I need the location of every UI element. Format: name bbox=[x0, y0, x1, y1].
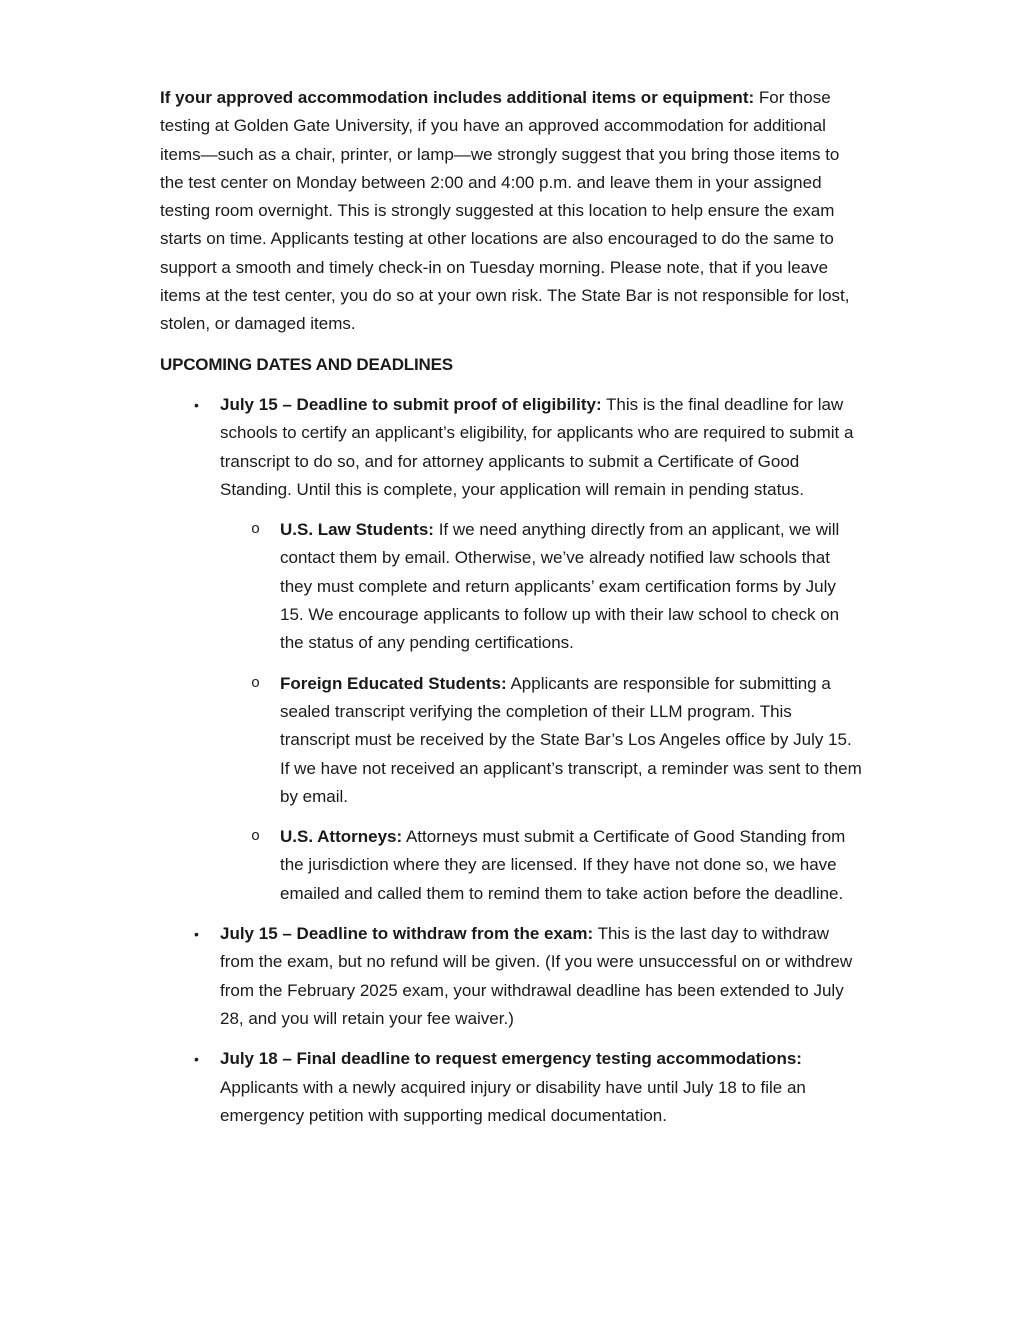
sub-bullet-icon: o bbox=[251, 521, 261, 539]
sub-item-foreign-educated bbox=[220, 670, 862, 811]
accommodation-lead: If your approved accommodation includes additional items or equipment: bbox=[160, 88, 755, 107]
deadline-lead: July 15 – Deadline to withdraw from the exam: bbox=[220, 924, 594, 944]
sub-item-us-attorneys bbox=[220, 823, 862, 908]
deadline-item-withdraw bbox=[160, 920, 862, 1033]
document-page bbox=[160, 84, 862, 1142]
sub-item-lead: U.S. Attorneys: bbox=[280, 827, 403, 847]
sub-bullet-icon: o bbox=[251, 674, 261, 692]
bullet-icon: • bbox=[194, 926, 199, 943]
bullet-icon: • bbox=[194, 396, 199, 413]
deadline-item-eligibility bbox=[160, 391, 862, 908]
section-heading: UPCOMING DATES AND DEADLINES bbox=[160, 354, 453, 374]
deadline-lead: July 15 – Deadline to submit proof of eligibility: bbox=[220, 394, 602, 414]
eligibility-sublist bbox=[220, 516, 862, 908]
sub-bullet-icon: o bbox=[251, 828, 261, 846]
deadline-body: This is the final deadline for law schools to certify an applicant’s eligibility, for applicants who are required to submit a transcript to do so, and for attorney applicants to submit a Certificate of Good Standing. Until this is complete, your application will remain in pending status. bbox=[220, 394, 854, 499]
sub-item-body: Attorneys must submit a Certificate of Good Standing from the jurisdiction where they are licensed. If they have not done so, we have emailed and called them to remind them to take action before the deadline. bbox=[280, 827, 846, 903]
accommodation-body: For those testing at Golden Gate University, if you have an approved accommodation for additional items—such as a chair, printer, or lamp—we strongly suggest that you bring those items to the test center on Monday between 2:00 and 4:00 p.m. and leave them in your assigned testing room overnight. This is strongly suggested at this location to help ensure the exam starts on time. Applicants testing at other locations are also encouraged to do the same to support a smooth and timely check-in on Tuesday morning. Please note, that if you leave items at the test center, you do so at your own risk. The State Bar is not responsible for lost, stolen, or damaged items. bbox=[160, 88, 850, 334]
accommodation-paragraph bbox=[160, 84, 862, 339]
deadline-lead: July 18 – Final deadline to request emergency testing accommodations: bbox=[220, 1049, 802, 1069]
deadlines-list bbox=[160, 391, 862, 1130]
deadline-body: This is the last day to withdraw from the exam, but no refund will be given. (If you were unsuccessful on or withdrew from the February 2025 exam, your withdrawal deadline has been extended to July 28, and you will retain your fee waiver.) bbox=[220, 924, 853, 1028]
sub-item-us-law-students bbox=[220, 516, 862, 657]
sub-item-body: If we need anything directly from an applicant, we will contact them by email. Otherwise, we’ve already notified law schools that they must complete and return applicants’ exam certification forms by July 15. We encourage applicants to follow up with their law school to check on the status of any pending certifications. bbox=[280, 520, 840, 653]
deadline-body: Applicants with a newly acquired injury or disability have until July 18 to file an emergency petition with supporting medical documentation. bbox=[220, 1077, 806, 1125]
sub-item-body: Applicants are responsible for submitting a sealed transcript verifying the completion of their LLM program. This transcript must be received by the State Bar’s Los Angeles office by July 15. If we have not received an applicant’s transcript, a reminder was sent to them by email. bbox=[280, 673, 862, 806]
deadline-item-emergency bbox=[160, 1045, 862, 1130]
bullet-icon: • bbox=[194, 1051, 199, 1068]
sub-item-lead: U.S. Law Students: bbox=[280, 520, 434, 540]
sub-item-lead: Foreign Educated Students: bbox=[280, 673, 507, 693]
